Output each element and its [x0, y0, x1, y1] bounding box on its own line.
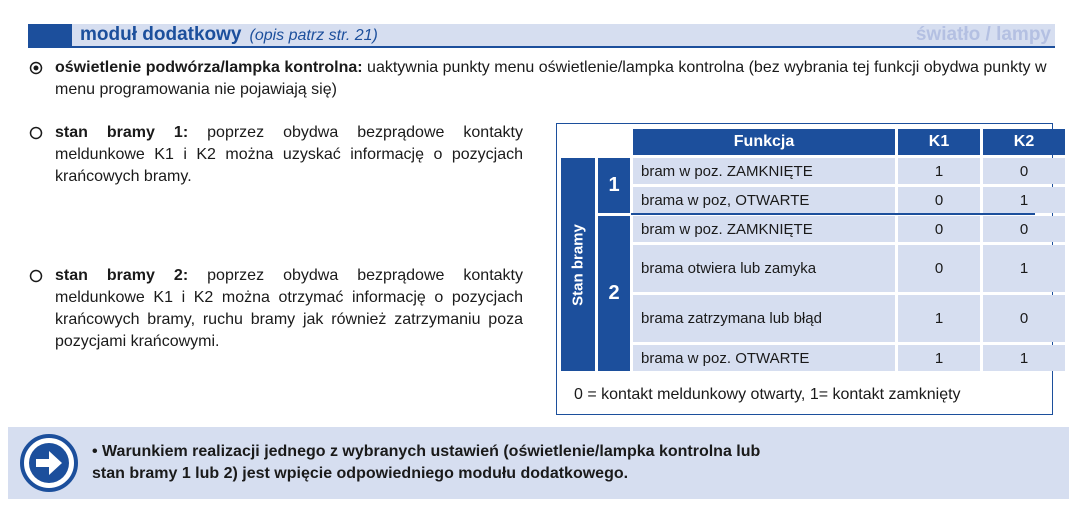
option-gate-state-2-text: poprzez obydwa bezprądowe kontakty meldunkowe K1 i K2 można otrzymać informację o pozycjach krańcowych bramy, ruchu bramy jak również zatrzymaniu poza pozycjami krańcowymi. [55, 267, 523, 350]
arrow-right-circle-icon [19, 433, 79, 493]
radio-empty-icon[interactable] [29, 126, 43, 140]
note-bar [8, 427, 1069, 499]
column-header-k2: K2 [983, 129, 1065, 155]
radio-empty-icon[interactable] [29, 269, 43, 283]
section-subtitle: (opis patrz str. 21) [249, 27, 378, 44]
contact-state-table [558, 126, 1068, 374]
table-row [561, 245, 1065, 292]
option-gate-state-2-label: stan bramy 2: [55, 267, 189, 284]
cell-k2: 1 [983, 187, 1065, 213]
side-label-stan-bramy: Stan bramy [561, 158, 595, 371]
cell-funkcja: brama zatrzymana lub błąd [633, 295, 895, 342]
cell-k2: 0 [983, 158, 1065, 184]
group-label-2: 2 [598, 216, 630, 371]
option-lighting [55, 57, 1055, 101]
cell-funkcja: brama w poz, OTWARTE [633, 187, 895, 213]
note-line-1: • Warunkiem realizacji jednego z wybranych ustawień (oświetlenie/lampka kontrolna lub [92, 443, 761, 460]
table-row [561, 187, 1065, 213]
option-gate-state-1 [55, 122, 523, 188]
table-row [561, 295, 1065, 342]
cell-k1: 0 [898, 216, 980, 242]
column-header-k1: K1 [898, 129, 980, 155]
table-legend: 0 = kontakt meldunkowy otwarty, 1= kontakt zamknięty [574, 386, 961, 403]
option-gate-state-1-text: poprzez obydwa bezprądowe kontakty meldunkowe K1 i K2 można uzyskać informację o pozycjach krańcowych bramy. [55, 124, 523, 185]
cell-funkcja: bram w poz. ZAMKNIĘTE [633, 158, 895, 184]
cell-funkcja: bram w poz. ZAMKNIĘTE [633, 216, 895, 242]
cell-funkcja: brama w poz. OTWARTE [633, 345, 895, 371]
option-gate-state-2 [55, 265, 523, 353]
cell-k1: 1 [898, 345, 980, 371]
section-title: moduł dodatkowy (opis patrz str. 21) [80, 24, 378, 45]
cell-k2: 1 [983, 345, 1065, 371]
cell-k1: 0 [898, 245, 980, 292]
option-gate-state-1-label: stan bramy 1: [55, 124, 189, 141]
cell-k2: 0 [983, 295, 1065, 342]
header-rule [28, 46, 1055, 48]
cell-k1: 0 [898, 187, 980, 213]
option-lighting-label: oświetlenie podwórza/lampka kontrolna: [55, 59, 363, 76]
section-header [28, 24, 1055, 46]
note-line-2: stan bramy 1 lub 2) jest wpięcie odpowiedniego modułu dodatkowego. [92, 465, 629, 482]
cell-k1: 1 [898, 158, 980, 184]
column-header-funkcja: Funkcja [633, 129, 895, 155]
cell-funkcja: brama otwiera lub zamyka [633, 245, 895, 292]
table-row [561, 158, 1065, 184]
group-separator [631, 213, 1035, 215]
header-accent-block [28, 24, 72, 46]
option-lighting-text: uaktywnia punkty menu oświetlenie/lampka kontrolna (bez wybrania tej funkcji obydwa punkty w menu programowania nie pojawiają się) [55, 59, 1047, 98]
table-row [561, 345, 1065, 371]
table-row [561, 216, 1065, 242]
cell-k2: 0 [983, 216, 1065, 242]
cell-k2: 1 [983, 245, 1065, 292]
note-text [92, 441, 992, 485]
radio-selected-icon[interactable] [29, 61, 43, 75]
cell-k1: 1 [898, 295, 980, 342]
section-category: światło / lampy [915, 24, 1051, 45]
group-label-1: 1 [598, 158, 630, 213]
